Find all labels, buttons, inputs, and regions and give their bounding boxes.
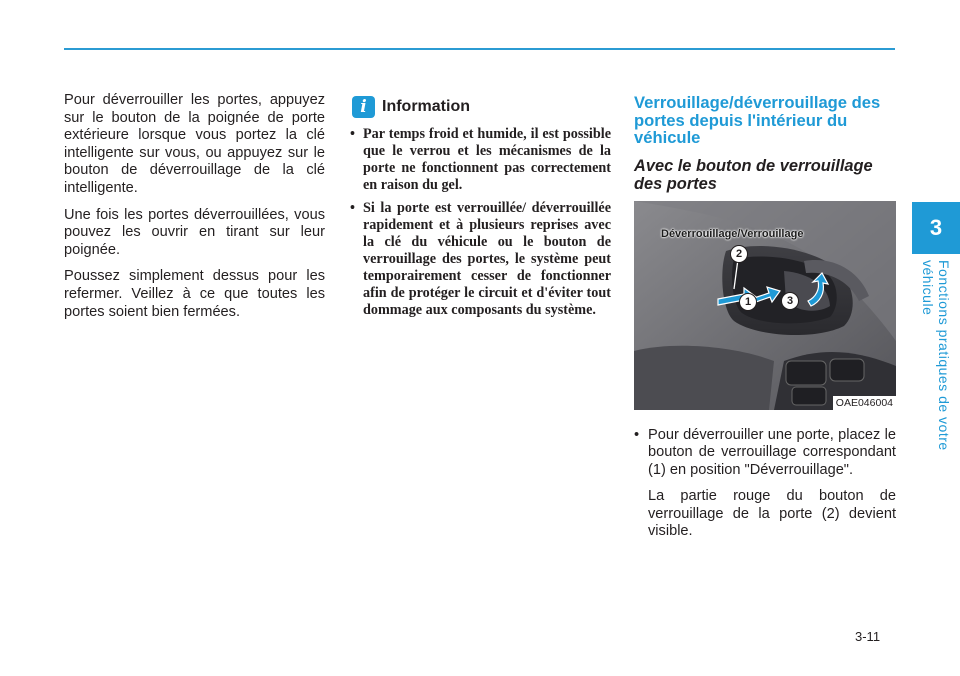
information-list [350, 126, 611, 319]
left-column [64, 92, 325, 330]
callout-2-label: 2 [735, 247, 743, 260]
information-box [350, 94, 611, 325]
figure-label: Déverrouillage/Verrouillage [661, 227, 804, 240]
instructions [634, 427, 896, 542]
door-lock-figure [634, 201, 896, 410]
information-item: • Si la porte est verrouillée/ déverrouillée rapidement et à plusieurs reprises avec la clé du véhicule ou le bouton de verrouillage des portes, le système peut temporairement cesser de fonctionner afin de protéger le circuit et d'éviter tout dommage aux composants du système. [350, 200, 611, 319]
chapter-tab [912, 202, 960, 254]
chapter-title: Fonctions pratiques de votre véhicule [920, 260, 952, 451]
paragraph: Une fois les portes déverrouillées, vous pouvez les ouvrir en tirant sur leur poignée. [64, 206, 325, 258]
instruction-continuation: La partie rouge du bouton de verrouillage de la porte (2) devient visible. [648, 488, 896, 540]
information-title: Information [382, 98, 470, 115]
paragraph: Poussez simplement dessus pour les refermer. Veillez à ce que toutes les portes soient bien fermées. [64, 268, 325, 320]
chapter-number: 3 [929, 215, 943, 240]
info-icon: i [352, 96, 375, 118]
right-column [634, 94, 896, 541]
paragraph: Pour déverrouiller les portes, appuyez sur le bouton de la poignée de porte extérieure lorsque vous portez la clé intelligente sur vous, ou appuyez sur le bouton de déverrouillage de la clé intelligente. [64, 92, 325, 196]
top-rule [64, 48, 895, 50]
section-title: Verrouillage/déverrouillage des portes depuis l'intérieur du véhicule [634, 93, 881, 147]
information-item: • Par temps froid et humide, il est possible que le verrou et les mécanismes de la porte ne fonctionnent pas correctement en raison du gel. [350, 126, 611, 194]
callout-3 [781, 292, 799, 310]
callout-1 [739, 293, 757, 311]
callout-2 [730, 245, 748, 263]
callout-1-label: 1 [744, 295, 752, 308]
figure-code: OAE046004 [833, 396, 896, 410]
information-header [350, 94, 611, 120]
instruction-bullet: • Pour déverrouiller une porte, placez le bouton de verrouillage correspondant (1) en position "Déverrouillage". [634, 427, 896, 480]
page-number: 3-11 [855, 629, 881, 644]
subsection-title: Avec le bouton de verrouillage des portes [634, 156, 873, 193]
callout-3-label: 3 [786, 294, 794, 307]
